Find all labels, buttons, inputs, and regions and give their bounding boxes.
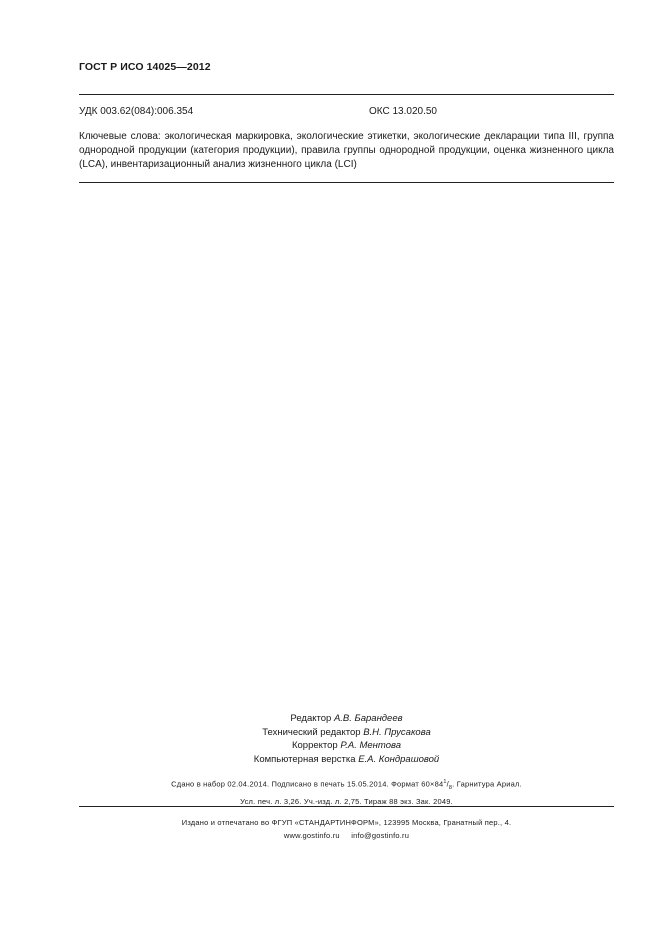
credit-tech-editor: Технический редактор В.Н. Прусакова: [262, 726, 431, 738]
print-info-line-1: Сдано в набор 02.04.2014. Подписано в печать 15.05.2014. Формат $60\times 84^1/_8$. Гарнитура Ариал.: [171, 779, 522, 791]
keywords-paragraph: Ключевые слова: экологическая маркировка, экологические этикетки, экологические декларации типа III, группа однородной продукции (категория продукции), правила группы однородной продукции, оценка жизненного цикла (LCA), инвентаризационный анализ жизненного цикла (LCI): [79, 131, 614, 170]
divider-bottom: [79, 806, 614, 807]
credit-proofreader: Корректор Р.А. Ментова: [291, 740, 402, 751]
publisher-web: www.gostinfo.ru info@gostinfo.ru: [283, 831, 410, 840]
publisher-address: Издано и отпечатано во ФГУП «СТАНДАРТИНФОРМ», 123995 Москва, Гранатный пер., 4.: [181, 818, 512, 827]
divider-after-keywords: [79, 182, 614, 183]
document-code: ГОСТ Р ИСО 14025—2012: [79, 61, 211, 73]
oks-code: ОКС 13.020.50: [369, 106, 437, 117]
publisher-block: [79, 816, 614, 842]
credit-layout: Компьютерная верстка Е.А. Кондрашовой: [253, 753, 440, 765]
print-info-line-2: Усл. печ. л. 3,26. Уч.-изд. л. 2,75. Тираж 88 экз. Зак. 2049.: [240, 797, 453, 806]
divider-top: [79, 94, 614, 95]
print-info-block: [79, 776, 614, 808]
credit-editor: Редактор А.В. Барандеев: [290, 713, 403, 724]
credits-block: [79, 712, 614, 766]
udk-code: УДК 003.62(084):006.354: [79, 106, 194, 117]
